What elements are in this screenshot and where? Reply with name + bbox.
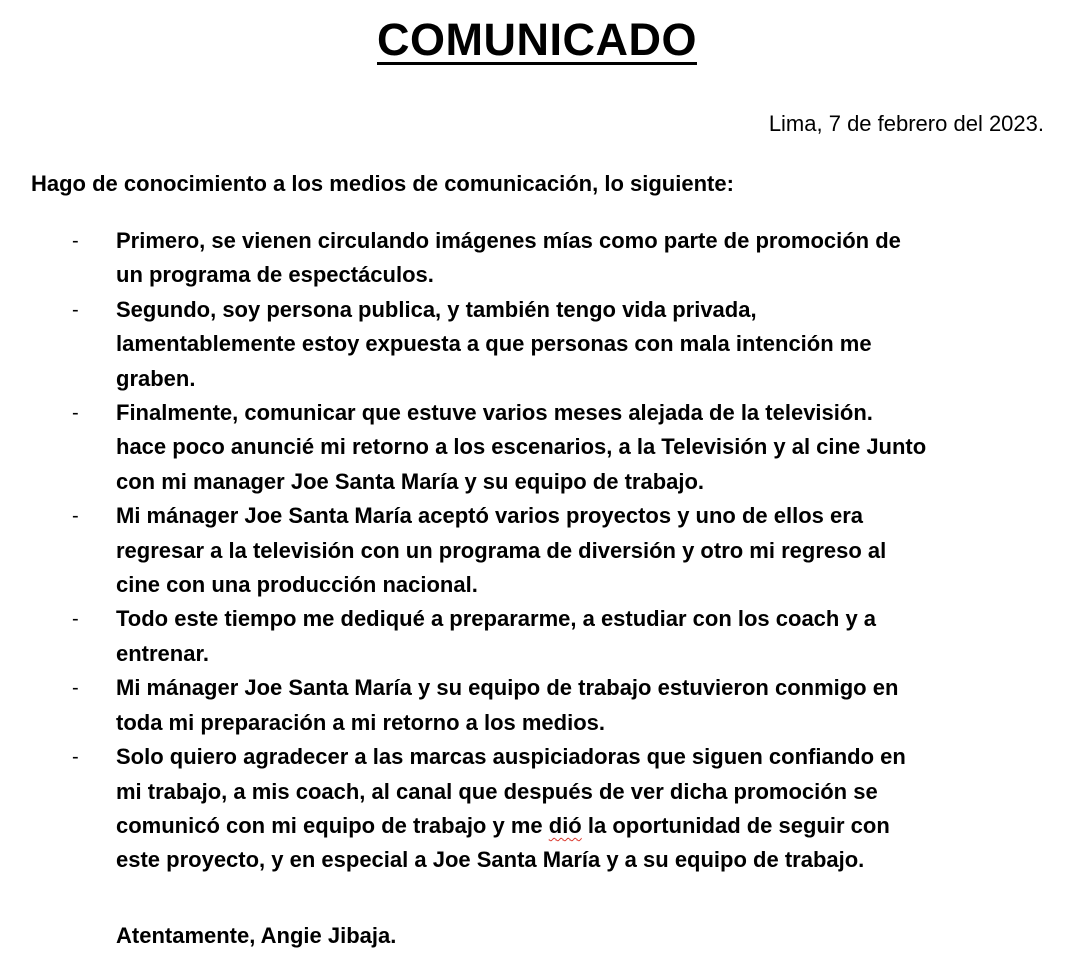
statement-line: toda mi preparación a mi retorno a los medios. xyxy=(116,709,606,735)
document-date: Lima, 7 de febrero del 2023. xyxy=(768,111,1044,136)
statement-line: hace poco anuncié mi retorno a los escenarios, a la Televisión y al cine Junto xyxy=(116,434,927,460)
statement-item xyxy=(0,499,1080,602)
bullet-dash: - xyxy=(72,505,79,528)
statement-line: graben. xyxy=(116,365,196,391)
statement-line: Todo este tiempo me dediqué a prepararme, a estudiar con los coach y a xyxy=(116,606,877,632)
statement-item xyxy=(0,602,1080,671)
document-intro: Hago de conocimiento a los medios de comunicación, lo siguiente: xyxy=(31,171,734,196)
statement-line: lamentablemente estoy expuesta a que personas con mala intención me xyxy=(116,331,872,357)
statement-line: este proyecto, y en especial a Joe Santa María y a su equipo de trabajo. xyxy=(116,847,865,873)
statement-line: Finalmente, comunicar que estuve varios meses alejada de la televisión. xyxy=(116,400,873,426)
statement-line: mi trabajo, a mis coach, al canal que después de ver dicha promoción se xyxy=(116,778,878,804)
signature-line: Atentamente, Angie Jibaja. xyxy=(116,923,397,948)
statement-line: Primero, se vienen circulando imágenes mías como parte de promoción de xyxy=(116,228,901,253)
bullet-dash: - xyxy=(72,608,79,631)
statement-line: Solo quiero agradecer a las marcas auspiciadoras que siguen confiando en xyxy=(116,744,906,770)
bullet-dash: - xyxy=(72,230,79,252)
statement-item xyxy=(0,740,1080,878)
statement-line: Mi mánager Joe Santa María y su equipo de trabajo estuvieron conmigo en xyxy=(116,675,899,701)
bullet-dash: - xyxy=(72,746,79,769)
statement-line: Mi mánager Joe Santa María aceptó varios proyectos y uno de ellos era xyxy=(116,503,864,529)
statement-item xyxy=(0,671,1080,740)
statement-line: entrenar. xyxy=(116,640,209,666)
statement-line: regresar a la televisión con un programa de diversión y otro mi regreso al xyxy=(116,537,887,563)
spellcheck-flagged-word: dió xyxy=(548,812,582,838)
statement-line: Segundo, soy persona publica, y también tengo vida privada, xyxy=(116,296,757,322)
statement-item xyxy=(0,224,1080,293)
bullet-dash: - xyxy=(72,402,79,425)
statement-line: con mi manager Joe Santa María y su equipo de trabajo. xyxy=(116,468,705,494)
statement-item xyxy=(0,293,1080,396)
statement-item xyxy=(0,396,1080,499)
statement-list xyxy=(0,224,1080,878)
statement-line: cine con una producción nacional. xyxy=(116,572,478,598)
bullet-dash: - xyxy=(72,298,79,321)
statement-line: comunicó con mi equipo de trabajo y me dió la oportunidad de seguir con xyxy=(116,812,890,838)
bullet-dash: - xyxy=(72,677,79,700)
document-title: COMUNICADO xyxy=(377,14,697,65)
statement-line: un programa de espectáculos. xyxy=(116,262,434,288)
